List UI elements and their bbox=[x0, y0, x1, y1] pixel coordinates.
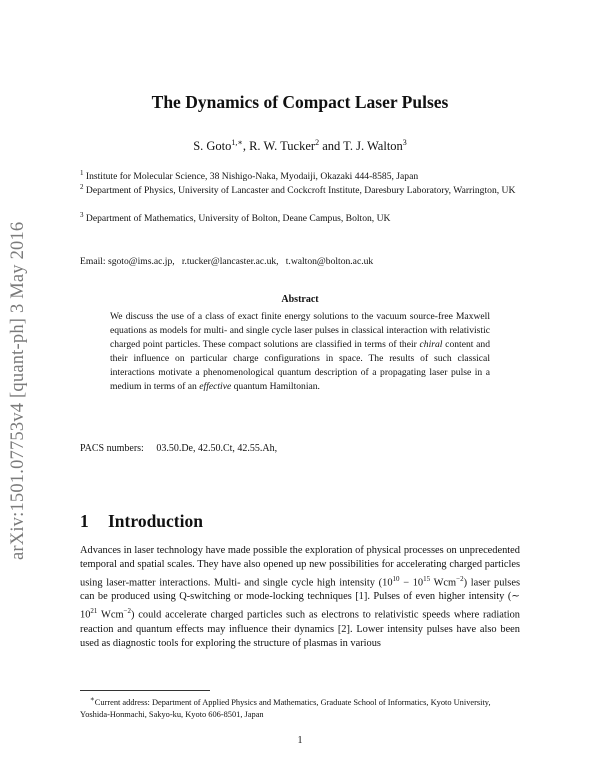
arxiv-identifier: arXiv:1501.07753v4 [quant-ph] 3 May 2016 bbox=[8, 221, 28, 560]
intro-text: Advances in laser technology have made possible the exploration of physical processes on unprecedented temporal and spatial scales. They have also opened up new possibilities for accelerating charged particles using laser-matter interactions. Multi- and single cycle high intensity (10 bbox=[80, 545, 520, 589]
footnote-text: Current address: Department of Applied Physics and Mathematics, Graduate School of Informatics, Kyoto University, Yoshida-Honmachi, Sakyo-ku, Kyoto 606-8501, Japan bbox=[80, 697, 491, 719]
footnote-rule bbox=[80, 690, 210, 691]
intro-text: ) laser pulses can be produced using Q-switching or mode-locking techniques [1]. Pulses of even higher intensity (∼ 10 bbox=[80, 577, 520, 621]
author-goto: S. Goto bbox=[193, 139, 232, 154]
introduction-paragraph bbox=[80, 544, 520, 651]
intro-superscript: 15 bbox=[423, 575, 431, 583]
author-separator: , bbox=[242, 139, 250, 154]
section-heading bbox=[80, 511, 203, 532]
abstract-heading: Abstract bbox=[281, 294, 319, 305]
intro-text: Wcm bbox=[97, 609, 124, 621]
intro-superscript: 21 bbox=[90, 607, 98, 616]
affiliation-2 bbox=[80, 180, 520, 198]
author-tucker-affiliation: 2 bbox=[315, 138, 320, 147]
section-title: Introduction bbox=[108, 511, 203, 531]
email-line: Email: sgoto@ims.ac.jp, r.tucker@lancaster.ac.uk, t.walton@bolton.ac.uk bbox=[80, 256, 374, 267]
affiliation-number: 3 bbox=[80, 211, 84, 219]
author-walton-affiliation: 3 bbox=[402, 138, 407, 147]
page-number: 1 bbox=[297, 735, 303, 746]
affiliation-3 bbox=[80, 208, 520, 226]
author-tucker: R. W. Tucker bbox=[249, 139, 316, 154]
affiliation-number: 1 bbox=[80, 169, 84, 177]
intro-text: − 10 bbox=[399, 577, 424, 589]
abstract-text: We discuss the use of a class of exact finite energy solutions to the vacuum source-free Maxwell equations as models for multi- and single cycle laser pulses in classical interaction with relativistic charged point particles. These compact solutions are classified in terms of their bbox=[110, 311, 490, 350]
affiliation-text: Institute for Molecular Science, 38 Nishigo-Naka, Myodaiji, Okazaki 444-8585, Japan bbox=[83, 171, 419, 183]
abstract-emphasis: chiral bbox=[419, 339, 443, 350]
intro-superscript: 10 bbox=[392, 575, 400, 583]
intro-superscript: −2 bbox=[456, 575, 464, 583]
affiliation-number: 2 bbox=[80, 183, 84, 191]
intro-text: Wcm bbox=[430, 577, 457, 589]
intro-superscript: −2 bbox=[123, 607, 131, 616]
author-separator: and bbox=[319, 139, 344, 154]
footnote-body bbox=[80, 693, 520, 721]
intro-text: ) could accelerate charged particles such as electrons to relativistic speeds where radiation reaction and quantum effects may influence their dynamics [2]. Lower intensity pulses have also been used as diagnostic tools for exploring the structure of plasmas in various bbox=[80, 609, 520, 649]
footnote-mark: ∗ bbox=[90, 695, 95, 703]
abstract-emphasis: effective bbox=[199, 381, 232, 392]
author-goto-affiliation: 1,∗ bbox=[231, 138, 243, 147]
footnote bbox=[80, 693, 520, 721]
affiliation-text: Department of Physics, University of Lancaster and Cockcroft Institute, Daresbury Laboratory, Warrington, UK bbox=[83, 185, 516, 197]
section-number: 1 bbox=[80, 511, 89, 531]
author-walton: T. J. Walton bbox=[343, 139, 403, 154]
abstract-text: content and their influence on particular charge configurations in space. The results of such classical interactions motivate a phenomenological quantum description of a propagating laser pulse in a medium in terms of an bbox=[110, 339, 490, 392]
abstract-text: quantum Hamiltonian. bbox=[231, 381, 320, 392]
author-list bbox=[80, 138, 520, 154]
abstract-body bbox=[110, 310, 490, 394]
pacs-numbers: PACS numbers: 03.50.De, 42.50.Ct, 42.55.Ah, bbox=[80, 443, 278, 454]
affiliation-text: Department of Mathematics, University of Bolton, Deane Campus, Bolton, UK bbox=[83, 213, 391, 225]
paper-title: The Dynamics of Compact Laser Pulses bbox=[151, 92, 449, 112]
